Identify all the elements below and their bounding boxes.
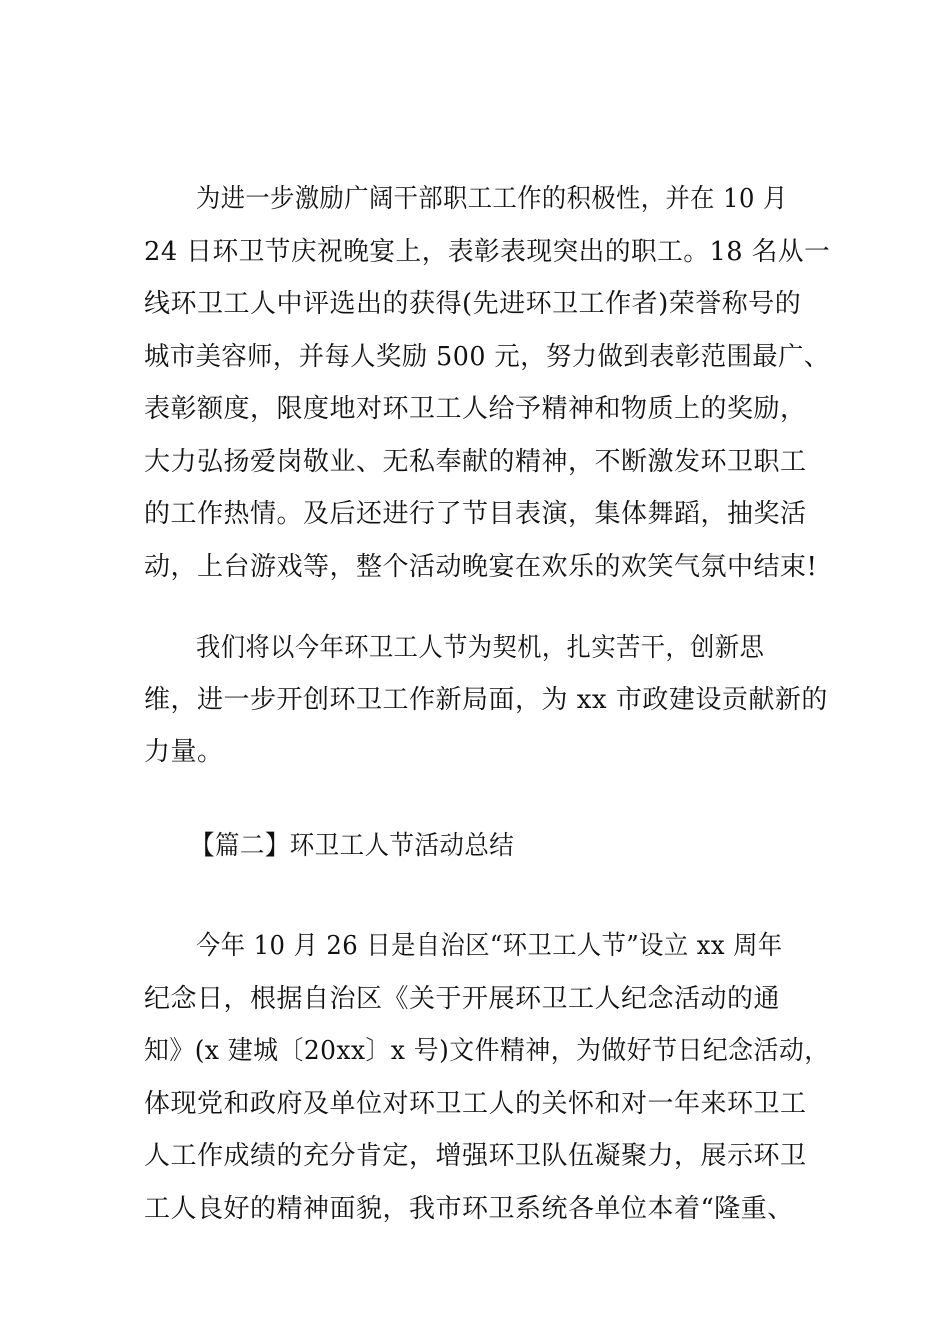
paragraph-3-line-5: 人工作成绩的充分肯定，增强环卫队伍凝聚力，展示环卫 [144, 1141, 807, 1171]
paragraph-3-line-3: 知》(x 建城〔20xx〕x 号)文件精神，为做好节日纪念活动， [144, 1036, 830, 1066]
paragraph-1-line-7: 的工作热情。及后还进行了节目表演，集体舞蹈，抽奖活 [144, 499, 807, 529]
section-heading: 【篇二】环卫工人节活动总结 [190, 831, 515, 861]
paragraph-2-line-1: 我们将以今年环卫工人节为契机，扎实苦干，创新思 [196, 633, 765, 663]
paragraph-1-line-8: 动，上台游戏等，整个活动晚宴在欢乐的欢笑气氛中结束! [144, 552, 818, 582]
paragraph-2-line-3: 力量。 [144, 737, 224, 767]
paragraph-3-line-1: 今年 10 月 26 日是自治区“环卫工人节”设立 xx 周年 [196, 931, 783, 961]
paragraph-1-line-5: 表彰额度，限度地对环卫工人给予精神和物质上的奖励， [144, 394, 807, 424]
paragraph-1-line-2: 24 日环卫节庆祝晚宴上，表彰表现突出的职工。18 名从一 [144, 237, 831, 267]
paragraph-3-line-4: 体现党和政府及单位对环卫工人的关怀和对一年来环卫工 [144, 1089, 807, 1119]
paragraph-1-line-6: 大力弘扬爱岗敬业、无私奉献的精神，不断激发环卫职工 [144, 447, 807, 477]
paragraph-3-line-6: 工人良好的精神面貌，我市环卫系统各单位本着“隆重、 [144, 1194, 794, 1224]
paragraph-1-line-4: 城市美容师，并每人奖励 500 元，努力做到表彰范围最广、 [144, 342, 830, 372]
paragraph-1-line-3: 线环卫工人中评选出的获得(先进环卫工作者)荣誉称号的 [144, 289, 802, 319]
paragraph-1-line-1: 为进一步激励广阔干部职工工作的积极性，并在 10 月 [196, 184, 788, 214]
paragraph-3-line-2: 纪念日，根据自治区《关于开展环卫工人纪念活动的通 [144, 984, 781, 1014]
paragraph-2-line-2: 维，进一步开创环卫工作新局面，为 xx 市政建设贡献新的 [144, 685, 828, 715]
